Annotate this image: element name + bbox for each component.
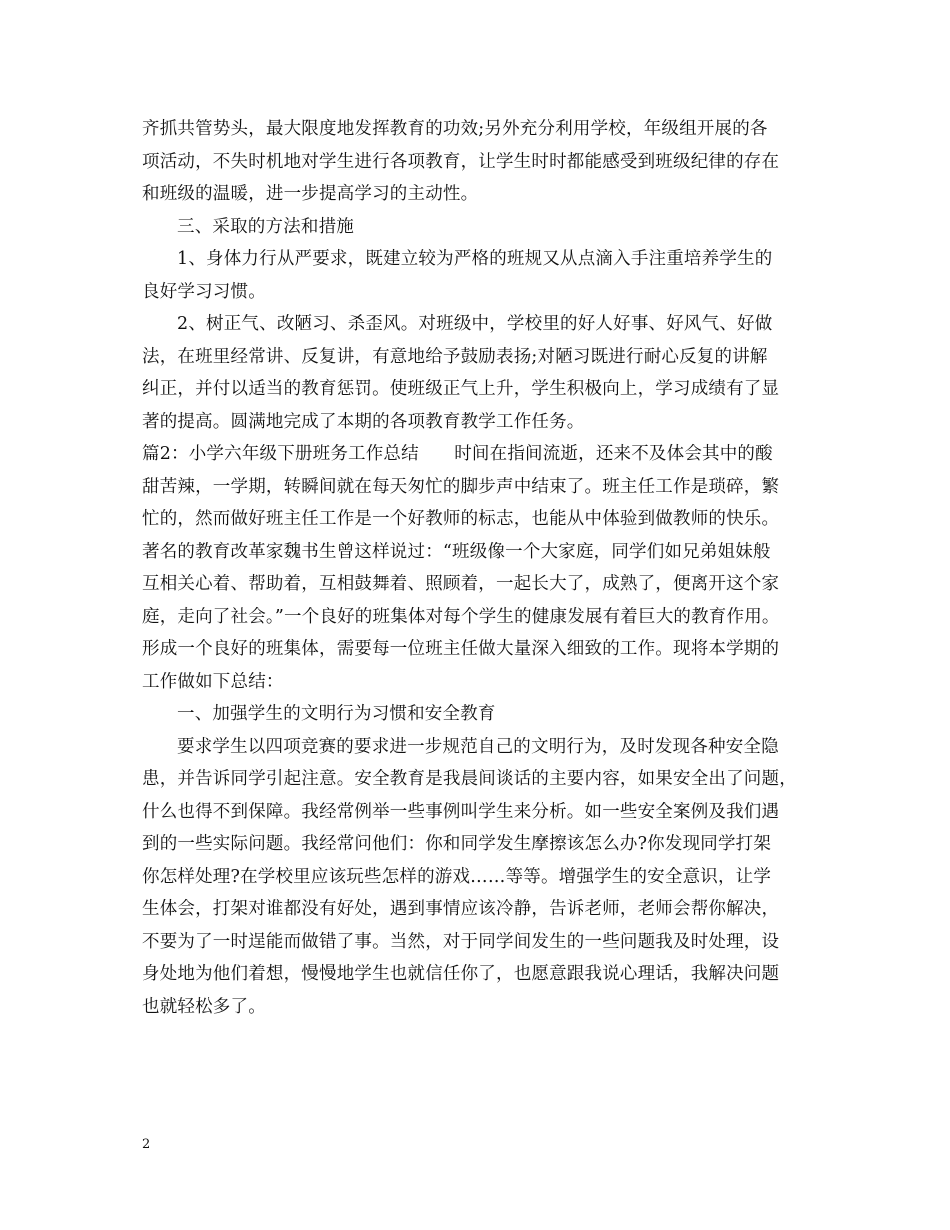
text-line: 互相关心着、帮助着，互相鼓舞着、照顾着，一起长大了，成熟了，便离开这个家 — [142, 574, 780, 594]
text-line: 纠正，并付以适当的教育惩罚。使班级正气上升，学生积极向上，学习成绩有了显 — [142, 379, 780, 399]
text-line: 2、树正气、改陋习、杀歪风。对班级中，学校里的好人好事、好风气、好做 — [177, 314, 773, 334]
text-line: 一、加强学生的文明行为习惯和安全教育 — [177, 704, 496, 724]
body-text — [142, 113, 822, 1023]
text-line: 也就轻松多了。 — [142, 996, 266, 1017]
text-line: 法，在班里经常讲、反复讲，有意地给予鼓励表扬;对陋习既进行耐心反复的讲解 — [142, 346, 768, 367]
text-line: 良好学习习惯。 — [142, 281, 266, 302]
text-line: 不要为了一时逞能而做错了事。当然，对于同学间发生的一些问题我及时处理，设 — [142, 931, 780, 952]
text-line: 1、身体力行从严要求，既建立较为严格的班规又从点滴入手注重培养学生的 — [177, 249, 773, 269]
text-line: 和班级的温暖，进一步提高学习的主动性。 — [142, 184, 479, 204]
text-line: 著名的教育改革家魏书生曾这样说过：“班级像一个大家庭，同学们如兄弟姐妹般 — [142, 541, 771, 562]
text-line: 项活动，不失时机地对学生进行各项教育，让学生时时都能感受到班级纪律的存在 — [142, 151, 780, 172]
text-line: 齐抓共管势头，最大限度地发挥教育的功效;另外充分利用学校，年级组开展的各 — [142, 119, 768, 139]
text-line: 生体会，打架对谁都没有好处，遇到事情应该冷静，告诉老师，老师会帮你解决， — [142, 899, 780, 919]
text-line: 要求学生以四项竞赛的要求进一步规范自己的文明行为，及时发现各种安全隐 — [177, 736, 779, 757]
text-line: 著的提高。圆满地完成了本期的各项教育教学工作任务。 — [142, 411, 585, 432]
text-line: 忙的，然而做好班主任工作是一个好教师的标志，也能从中体验到做教师的快乐。 — [142, 509, 780, 529]
text-line: 到的一些实际问题。我经常问他们：你和同学发生摩擦该怎么办?你发现同学打架 — [142, 834, 772, 854]
text-line: 什么也得不到保障。我经常例举一些事例叫学生来分析。如一些安全案例及我们遇 — [142, 801, 780, 822]
text-line: 你怎样处理?在学校里应该玩些怎样的游戏……等等。增强学生的安全意识，让学 — [142, 866, 772, 887]
text-line: 工作做如下总结： — [142, 671, 284, 692]
text-line: 形成一个良好的班集体，需要每一位班主任做大量深入细致的工作。现将本学期的 — [142, 639, 780, 659]
text-line: 甜苦辣，一学期，转瞬间就在每天匆忙的脚步声中结束了。班主任工作是琐碎，繁 — [142, 476, 780, 497]
page-number: 2 — [142, 1137, 151, 1152]
text-line: 身处地为他们着想，慢慢地学生也就信任你了，也愿意跟我说心理话，我解决问题 — [142, 964, 780, 984]
text-line: 庭，走向了社会。”一个良好的班集体对每个学生的健康发展有着巨大的教育作用。 — [142, 606, 780, 627]
text-line: 篇2：小学六年级下册班务工作总结 时间在指间流逝，还来不及体会其中的酸 — [142, 444, 773, 464]
text-line: 患，并告诉同学引起注意。安全教育是我晨间谈话的主要内容，如果安全出了问题， — [142, 769, 797, 789]
text-line: 三、采取的方法和措施 — [177, 216, 354, 237]
